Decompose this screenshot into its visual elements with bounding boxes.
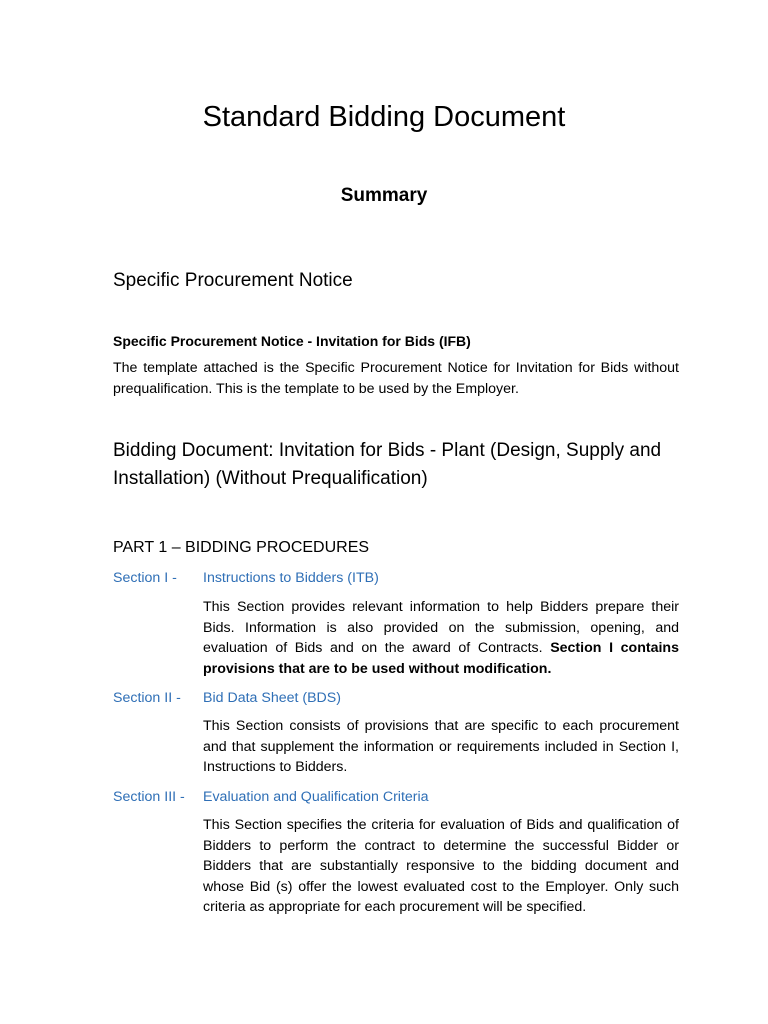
document-title: Standard Bidding Document bbox=[202, 101, 566, 133]
section-3-title: Evaluation and Qualification Criteria bbox=[203, 789, 429, 805]
section-1-title: Instructions to Bidders (ITB) bbox=[203, 570, 379, 586]
section-3-label: Section III - bbox=[113, 789, 185, 805]
document-subtitle: Summary bbox=[340, 185, 428, 206]
notice-heading: Specific Procurement Notice bbox=[113, 270, 353, 291]
notice-paragraph: The template attached is the Specific Procurement Notice for Invitation for Bids without prequalification. This is the template to be used by the Employer. bbox=[113, 360, 679, 397]
part1-heading: PART 1 – BIDDING PROCEDURES bbox=[113, 539, 370, 556]
section-1-body bbox=[203, 597, 679, 679]
section-1-label: Section I - bbox=[113, 570, 177, 586]
section-2-body: This Section consists of provisions that are specific to each procurement and that supplement the information or requirements included in Section I, Instructions to Bidders. bbox=[203, 718, 679, 776]
section-1-body-text: This Section provides relevant information to help Bidders prepare their Bids. Information is also provided on the submission, opening, and evaluation of Bids and on the award of Contracts. bbox=[203, 599, 679, 657]
bidding-document-heading: Bidding Document: Invitation for Bids - Plant (Design, Supply and Installation) (Without Prequalification) bbox=[113, 440, 662, 489]
section-3-body: This Section specifies the criteria for evaluation of Bids and qualification of Bidders to perform the contract to determine the successful Bidder or Bidders that are substantially responsive to the bidding document and whose Bid (s) offer the lowest evaluated cost to the Employer. Only such criteria as appropriate for each procurement will be specified. bbox=[203, 817, 679, 916]
section-2-title: Bid Data Sheet (BDS) bbox=[203, 690, 341, 706]
section-2-label: Section II - bbox=[113, 690, 181, 706]
notice-subheading: Specific Procurement Notice - Invitation for Bids (IFB) bbox=[113, 333, 471, 349]
section-1-body-bold: Section I contains provisions that are to be used without modification. bbox=[203, 640, 679, 677]
